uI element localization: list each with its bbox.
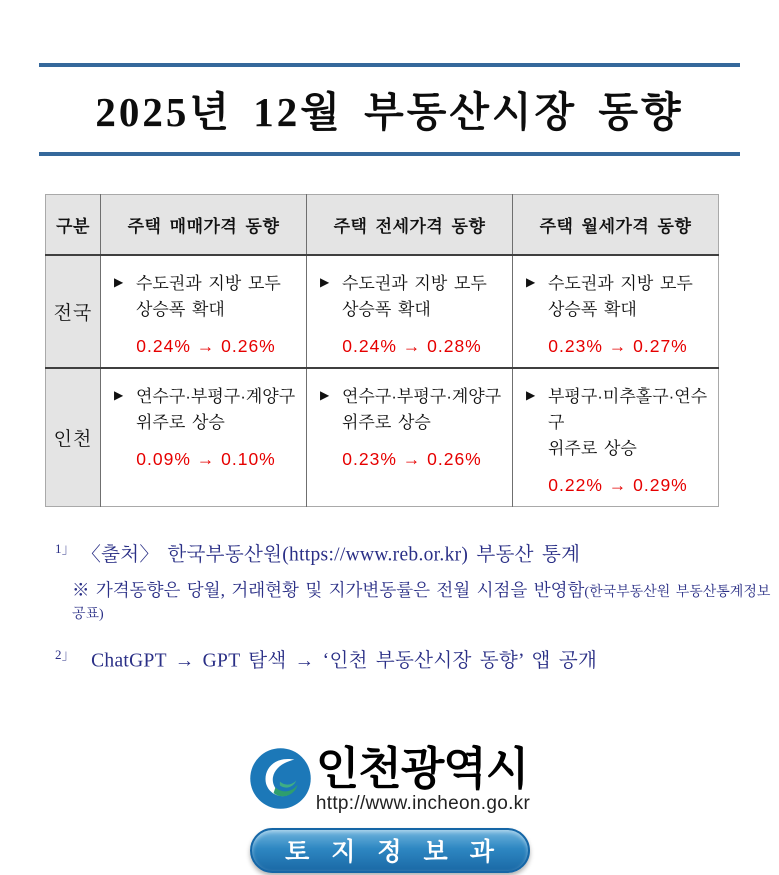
market-table <box>45 194 719 507</box>
desc-line-1: 연수구·부평구·계양구 <box>342 386 502 406</box>
column-header-monthly: 주택 월세가격 동향 <box>513 195 719 255</box>
desc-line-1: 수도권과 지방 모두 <box>548 273 693 293</box>
desc-line-2: 상승폭 확대 <box>548 299 637 319</box>
rate-change-value: 0.23% → 0.26% <box>342 448 482 469</box>
cell-incheon-monthly <box>513 368 719 507</box>
cell-incheon-jeonse <box>307 368 513 507</box>
footnote-2 <box>55 644 779 673</box>
incheon-logo-row <box>0 742 779 815</box>
column-header-jeonse: 주택 전세가격 동향 <box>307 195 513 255</box>
footnotes <box>55 538 779 673</box>
cell-description <box>320 271 504 323</box>
rate-change-value: 0.22% → 0.29% <box>548 474 688 495</box>
bullet-triangle-icon: ▶ <box>114 387 124 402</box>
header-row <box>46 195 719 255</box>
cell-nationwide-jeonse <box>307 255 513 368</box>
footnote-reference-note <box>72 577 779 623</box>
row-label-nationwide: 전국 <box>46 255 101 368</box>
column-header-sale: 주택 매매가격 동향 <box>101 195 307 255</box>
bullet-triangle-icon: ▶ <box>526 387 536 402</box>
bullet-triangle-icon: ▶ <box>114 274 124 289</box>
rate-change-value: 0.09% → 0.10% <box>136 448 276 469</box>
department-badge: 토지정보과 <box>250 828 530 873</box>
footnote-1 <box>55 538 779 567</box>
footnote-1-text: 〈출처〉 한국부동산원(https://www.reb.or.kr) 부동산 통계 <box>91 544 581 565</box>
org-url: http://www.incheon.go.kr <box>315 792 531 814</box>
bullet-triangle-icon: ▶ <box>526 274 536 289</box>
desc-line-2: 위주로 상승 <box>342 412 431 432</box>
cell-incheon-sale <box>101 368 307 507</box>
rate-change-value: 0.23% → 0.27% <box>548 335 688 356</box>
cell-description <box>320 384 504 436</box>
cell-description <box>114 271 298 323</box>
footnote-1-marker: 1」 <box>55 540 76 556</box>
desc-line-1: 수도권과 지방 모두 <box>342 273 487 293</box>
bullet-triangle-icon: ▶ <box>320 274 330 289</box>
desc-line-1: 수도권과 지방 모두 <box>136 273 281 293</box>
org-text-block <box>315 742 531 815</box>
cell-nationwide-monthly <box>513 255 719 368</box>
table-row-nationwide <box>46 255 719 368</box>
table-row-incheon <box>46 368 719 507</box>
cell-nationwide-sale <box>101 255 307 368</box>
note-text: ※ 가격동향은 당월, 거래현황 및 지가변동률은 전월 시점을 반영함 <box>72 580 585 600</box>
bullet-triangle-icon: ▶ <box>320 387 330 402</box>
org-name: 인천광역시 <box>315 742 529 794</box>
corner-header: 구분 <box>46 195 101 255</box>
cell-description <box>526 384 710 462</box>
cell-description <box>114 384 298 436</box>
rate-change-value: 0.24% → 0.26% <box>136 335 276 356</box>
note-small-text: (한국부동산원 부동산통계정보 공표) <box>72 585 771 622</box>
rate-change-value: 0.24% → 0.28% <box>342 335 482 356</box>
desc-line-1: 부평구·미추홀구·연수구 <box>548 386 708 432</box>
desc-line-2: 위주로 상승 <box>136 412 225 432</box>
page-title: 2025년 12월 부동산시장 동향 <box>95 89 684 135</box>
market-table-wrap <box>45 194 779 507</box>
title-block <box>39 63 740 156</box>
footnote-2-marker: 2」 <box>55 647 76 662</box>
desc-line-1: 연수구·부평구·계양구 <box>136 386 296 406</box>
footnote-2-text: ChatGPT → GPT 탐색 → ‘인천 부동산시장 동향’ 앱 공개 <box>91 650 598 672</box>
footer <box>0 742 779 873</box>
desc-line-2: 상승폭 확대 <box>136 299 225 319</box>
incheon-logo-icon <box>249 747 312 810</box>
desc-line-2: 상승폭 확대 <box>342 299 431 319</box>
cell-description <box>526 271 710 323</box>
desc-line-2: 위주로 상승 <box>548 438 637 458</box>
row-label-incheon: 인천 <box>46 368 101 507</box>
